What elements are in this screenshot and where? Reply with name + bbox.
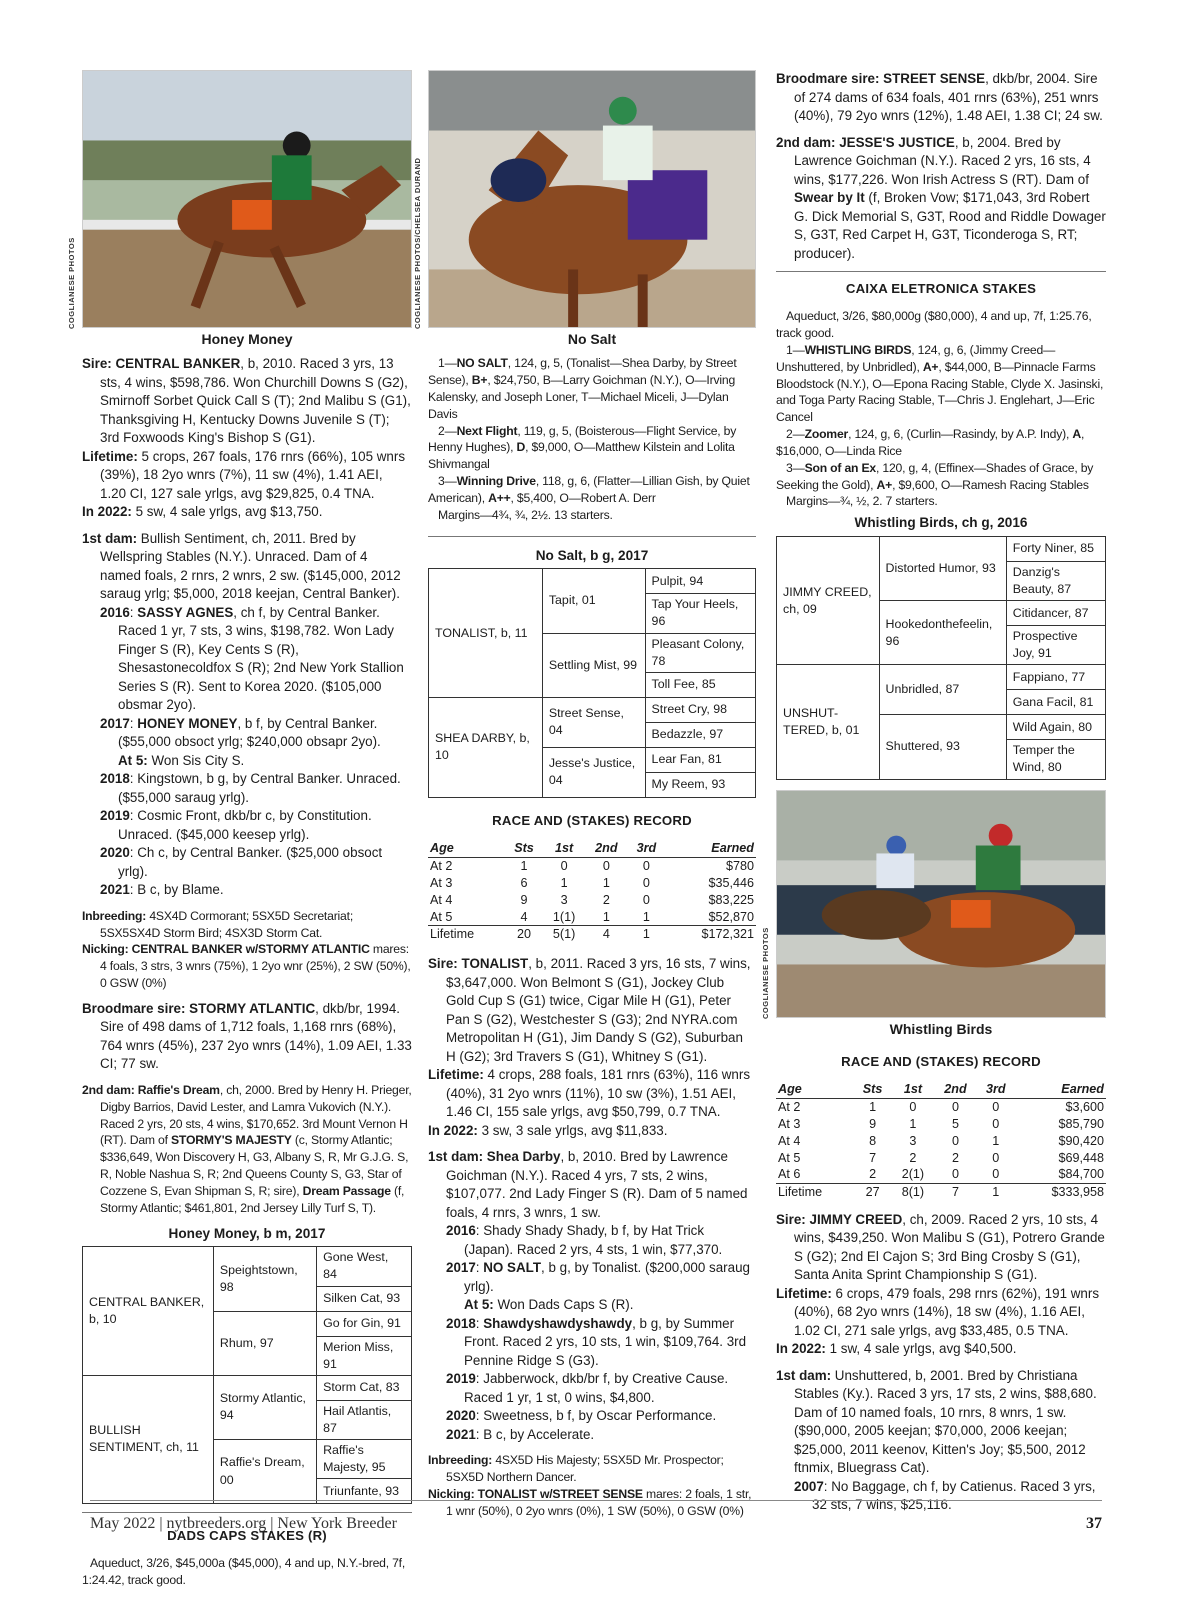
foal-item: 2017: NO SALT, b g, by Tonalist. ($200,000 saraug yrlg). At 5: Won Dads Caps S (R). xyxy=(446,1260,750,1313)
table-row: At 2 1 0 0 0 $780 xyxy=(430,859,754,874)
second-dam-paragraph: 2nd dam: JESSE'S JUSTICE, b, 2004. Bred by Lawrence Goichman (N.Y.). Raced 2 yrs, 16 sts, 4 wins, $177,226. Won Irish Actress S (RT). Dam of Swear by It (f, Broken Vow; $171,043, 3rd Robert G. Dick Memorial S, G3T, Rood and Riddle Dowager S, G3T, Red Carpet H, G3T, Ticonderoga S, RT; producer). xyxy=(776,134,1106,261)
photo-caption: No Salt xyxy=(567,331,617,347)
nicking-paragraph: Nicking: TONALIST w/STREET SENSE mares: 2 foals, 1 str, 1 wnr (50%), 0 2yo wnrs (0%), 1 SW (50%), 0 GSW (0%) xyxy=(428,1486,752,1518)
foal-item: 2019: Jabberwock, dkb/br f, by Creative Cause. Raced 1 yr, 1 st, 0 wins, $4,800. xyxy=(446,1371,729,1405)
pedigree-sire: CENTRAL BANKER, b, 10 xyxy=(83,1247,214,1375)
table-row: At 3 6 1 1 0 $35,446 xyxy=(430,876,754,891)
racehorse-photo-image xyxy=(777,791,1105,1017)
foal-item: 2019: Cosmic Front, dkb/br c, by Constitution. Unraced. ($45,000 keesep yrlg). xyxy=(100,808,372,842)
table-row-total: Lifetime 27 8(1) 7 1 $333,958 xyxy=(778,1185,1104,1200)
foal-list xyxy=(82,604,412,900)
foal-list xyxy=(776,1478,1106,1515)
broodmare-sire-paragraph: Broodmare sire: STORMY ATLANTIC, dkb/br, 1994. Sire of 498 dams of 1,712 foals, 1,168 rnrs (68%), 764 wnrs (45%), 237 2yo wnrs (14%), 1.09 AEI, 1.33 CI; 77 sw. xyxy=(82,1000,412,1072)
column-2 xyxy=(413,70,756,1519)
photo-caption: Whistling Birds xyxy=(889,1020,993,1037)
foal-item: 2021: B c, by Blame. xyxy=(100,882,224,898)
whistling-birds-photo xyxy=(761,790,1106,1019)
table-row: At 5 7 2 2 0 $69,448 xyxy=(778,1150,1104,1165)
margins: Margins—4¾, ¾, 2½. 13 starters. xyxy=(438,507,613,522)
pedigree-table: TONALIST, b, 11 Tapit, 01 Pulpit, 94 Tap Your Heels, 96 Settling Mist, 99 Pleasant Colony, 78 Toll Fee, 85 SHEA DARBY, b, 10 Street Sense, 04 Street Cry, 98 Bedazzle, 97 Jesse's Justice, 04 Lear Fan, 81 My Reem, 93 xyxy=(428,568,756,797)
result-line: 3—Winning Drive, 118, g, 6, (Flatter—Lillian Gish, by Quiet American), A++, $5,400, O—Robert A. Derr xyxy=(428,474,750,505)
in-2022-paragraph: In 2022: 1 sw, 4 sale yrlgs, avg $40,500. xyxy=(776,1341,1017,1357)
foal-item: 2017: HONEY MONEY, b f, by Central Banker. ($55,000 obsoct yrlg; $240,000 obsapr 2yo). At 5: Won Sis City S. xyxy=(100,715,381,768)
column-1 xyxy=(67,70,412,1589)
in-2022-paragraph: In 2022: 5 sw, 4 sale yrlgs, avg $13,750. xyxy=(82,504,323,520)
foal-item: 2020: Ch c, by Central Banker. ($25,000 obsoct yrlg). xyxy=(100,845,383,879)
lifetime-paragraph: Lifetime: 6 crops, 479 foals, 298 rnrs (62%), 191 wnrs (40%), 68 2yo wnrs (14%), 18 sw (4%), 1.16 AEI, 1.02 CI, 271 sale yrlgs, avg $33,485, 0.5 TNA. xyxy=(776,1285,1100,1338)
pedigree-dam: UNSHUT- TERED, b, 01 xyxy=(777,665,880,779)
race-results xyxy=(428,355,756,523)
result-line: 2—Zoomer, 124, g, 6, (Curlin—Rasindy, by A.P. Indy), A, $16,000, O—Linda Rice xyxy=(776,427,1085,458)
pedigree-dam: BULLISH SENTIMENT, ch, 11 xyxy=(83,1375,214,1503)
inbreeding-paragraph: Inbreeding: 4SX5D His Majesty; 5SX5D Mr. Prospector; 5SX5D Northern Dancer. xyxy=(428,1453,724,1484)
first-dam-paragraph: 1st dam: Bullish Sentiment, ch, 2011. Bred by Wellspring Stables (N.Y.). Unraced. Dam of 4 named foals, 2 rnrs, 2 wnrs, 2 sw. ($145,000, 2012 saraug yrlg; $5,000, 2018 keejan, Central Banker). xyxy=(82,530,401,602)
footer-divider xyxy=(90,1500,1102,1501)
result-line: 2—Next Flight, 119, g, 5, (Boisterous—Flight Service, by Henny Hughes), D, $9,000, O—Matthew Kilstein and Lolita Shivmangal xyxy=(428,423,737,472)
foal-item: 2021: B c, by Accelerate. xyxy=(446,1426,595,1442)
first-dam-paragraph: 1st dam: Unshuttered, b, 2001. Bred by Christiana Stables (Ky.). Raced 3 yrs, 17 sts, 2 wins, $88,680. Dam of 10 named foals, 10 rnrs, 8 wnrs, 1 sw. ($90,000, 2005 keejan; $70,000, 2006 keejan; $25,000, 2011 keenov, Kitten's Joy; $5,500, 2012 ftnmix, Bluegrass Cat). xyxy=(776,1367,1097,1476)
table-row: At 4 9 3 2 0 $83,225 xyxy=(430,892,754,907)
pedigree-title: Honey Money, b m, 2017 xyxy=(168,1225,326,1241)
stakes-title: CAIXA ELETRONICA STAKES xyxy=(845,281,1037,296)
table-row: At 5 4 1(1) 1 1 $52,870 xyxy=(430,909,754,924)
record-title: RACE AND (STAKES) RECORD xyxy=(841,1053,1041,1069)
table-row: At 3 9 1 5 0 $85,790 xyxy=(778,1117,1104,1132)
record-title: RACE AND (STAKES) RECORD xyxy=(492,812,692,828)
column-3 xyxy=(761,70,1106,1515)
photo-credit: COGLIANESE PHOTOS xyxy=(761,926,770,1019)
foal-item: 2020: Sweetness, b f, by Oscar Performance. xyxy=(446,1408,717,1424)
margins: Margins—¾, ½, 2. 7 starters. xyxy=(786,494,938,509)
table-row: At 6 2 2(1) 0 0 $84,700 xyxy=(778,1167,1104,1182)
nicking-paragraph: Nicking: CENTRAL BANKER w/STORMY ATLANTIC mares: 4 foals, 3 strs, 3 wnrs (75%), 1 2yo wnr (25%), 2 SW (50%), 0 GSW (0%) xyxy=(82,942,411,991)
pedigree-dam: SHEA DARBY, b, 10 xyxy=(429,697,543,797)
in-2022-paragraph: In 2022: 3 sw, 3 sale yrlgs, avg $11,833. xyxy=(428,1122,668,1138)
second-dam-paragraph: 2nd dam: Raffie's Dream, ch, 2000. Bred by Henry H. Prieger, Digby Barrios, David Lester, and Lamra Vukovich (N.Y.). Raced 2 yrs, 20 sts, 4 wins, $170,652. 3rd Mount Vernon H (RT). Dam of STORMY'S MAJESTY (c, Stormy Atlantic; $336,649, Won Discovery H, G3, Albany S, R, Mr G.J.G. S, R, Noble Nashua S, R; 2nd Queens County S, G3, Star of Cozzene S, Evan Shipman S, R; sire), Dream Passage (f, Stormy Atlantic; $461,801, 2nd Jersey Lilly Turf S, T). xyxy=(82,1082,412,1215)
stakes-title: DADS CAPS STAKES (R) xyxy=(167,1528,327,1544)
photo-credit: COGLIANESE PHOTOS/CHELSEA DURAND xyxy=(413,157,422,329)
racehorse-photo-image xyxy=(83,71,411,327)
pedigree-sire: JIMMY CREED, ch, 09 xyxy=(777,536,880,664)
broodmare-sire-paragraph: Broodmare sire: STREET SENSE, dkb/br, 2004. Sire of 274 dams of 634 foals, 401 rnrs (63%), 251 wnrs (40%), 79 2yo wnrs (12%), 1.48 AEI, 1.38 CI; 24 sw. xyxy=(776,71,1103,123)
foal-item: 2018: Kingstown, b g, by Central Banker. Unraced. ($55,000 saraug yrlg). xyxy=(100,771,401,805)
table-row: At 4 8 3 0 1 $90,420 xyxy=(778,1133,1104,1148)
table-row-total: Lifetime 20 5(1) 4 1 $172,321 xyxy=(430,927,754,942)
foal-item: 2018: Shawdyshawdyshawdy, b g, by Summer Front. Raced 2 yrs, 10 sts, 1 win, $109,764. 3rd Pennine Ridge S (G3). xyxy=(446,1315,747,1368)
stakes-description: Aqueduct, 3/26, $45,000a ($45,000), 4 and up, N.Y.-bred, 7f, 1:24.42, track good. xyxy=(82,1556,406,1588)
footer-publication: May 2022 | nytbreeders.org | New York Breeder xyxy=(90,1515,397,1532)
sire-paragraph: Sire: TONALIST, b, 2011. Raced 3 yrs, 16 sts, 7 wins, $3,647,000. Won Belmont S (G1), Jockey Club Gold Cup S (G1) twice, Cigar Mile H (G1), Peter Pan S (G2), Westchester S (G3); 2nd NYRA.com Metropolitan H (G1), Jim Dandy S (G2), Suburban H (G2); 3rd Travers S (G1), Whitney S (G1). xyxy=(428,956,751,1064)
race-record-table: Age Sts 1st 2nd 3rd Earned At 2 1 0 0 0 $780 At 3 6 1 1 0 $35,446 At 4 9 3 2 0 $83,225 At 5 4 1(1) 1 1 $52,870 Lifetime 20 5(1) 4 1 $172,321 xyxy=(430,841,754,942)
foal-item: 2016: Shady Shady Shady, b f, by Hat Trick (Japan). Raced 2 yrs, 4 sts, 1 win, $77,370. xyxy=(446,1223,723,1257)
pedigree-title: No Salt, b g, 2017 xyxy=(535,547,649,563)
pedigree-table: JIMMY CREED, ch, 09 Distorted Humor, 93 Forty Niner, 85 Danzig's Beauty, 87 Hookedonthefeelin, 96 Citidancer, 87 Prospective Joy, 91 UNSHUT- TERED, b, 01 Unbridled, 87 Fappiano, 77 Gana Facil, 81 Shuttered, 93 Wild Again, 80 Temper the Wind, 80 xyxy=(776,536,1106,780)
racehorse-photo-image xyxy=(429,71,755,327)
result-line: 1—WHISTLING BIRDS, 124, g, 6, (Jimmy Creed—Unshuttered, by Unbridled), A+, $44,000, B—Pinnacle Farms Bloodstock (N.Y.), O—Epona Racing Stable, Clyde X. Jasinski, and Toga Party Racing Stable, T—Chris J. Englehart, J—Eric Cancel xyxy=(776,342,1104,425)
first-dam-paragraph: 1st dam: Shea Darby, b, 2010. Bred by Lawrence Goichman (N.Y.). Raced 4 yrs, 7 sts, 2 wins, $107,077. 2nd Lady Finger S (R). Dam of 5 named foals, 4 rnrs, 3 wnrs, 1 sw. xyxy=(428,1149,748,1220)
foal-item: 2016: SASSY AGNES, ch f, by Central Banker. Raced 1 yr, 7 sts, 3 wins, $198,782. Won Lady Finger S (R), Key Cents S (R), Shesastonecoldfox S (R); 2nd New York Stallion Series S (R). Sent to Korea 2020. ($105,000 obsmar 2yo). xyxy=(100,604,404,713)
page-number: 37 xyxy=(1086,1515,1102,1532)
no-salt-photo xyxy=(413,70,756,329)
stakes-description: Aqueduct, 3/26, $80,000g ($80,000), 4 and up, 7f, 1:25.76, track good. xyxy=(776,309,1092,341)
honey-money-photo xyxy=(67,70,412,329)
inbreeding-paragraph: Inbreeding: 4SX4D Cormorant; 5SX5D Secretariat; 5SX5SX4D Storm Bird; 4SX3D Storm Cat. xyxy=(82,908,354,940)
result-line: 3—Son of an Ex, 120, g, 4, (Effinex—Shades of Grace, by Seeking the Gold), A+, $9,600, O—Ramesh Racing Stables xyxy=(776,460,1094,492)
foal-list xyxy=(428,1222,756,1444)
sire-paragraph: Sire: JIMMY CREED, ch, 2009. Raced 2 yrs, 10 sts, 4 wins, $439,250. Won Malibu S (G1), Potrero Grande S (G2); 2nd El Cajon S; 3rd Bing Crosby S (G1), Santa Anita Sprint Championship S (G1). xyxy=(776,1211,1105,1283)
sire-paragraph: Sire: CENTRAL BANKER, b, 2010. Raced 3 yrs, 13 sts, 4 wins, $598,786. Won Churchill Downs S (G2), Smirnoff Sorbet Quick Call S (T); 2nd Malibu S (G1), Thanksgiving H, Kentucky Downs Juvenile S (T); 3rd Foxwoods King's Bishop S (G1). xyxy=(82,356,411,446)
lifetime-paragraph: Lifetime: 5 crops, 267 foals, 176 rnrs (66%), 105 wnrs (39%), 18 2yo wnrs (7%), 11 sw (4%), 1.41 AEI, 1.20 CI, 127 sale yrlgs, avg $29,825, 0.4 TNA. xyxy=(82,448,406,501)
pedigree-table: CENTRAL BANKER, b, 10 Speightstown, 98 Gone West, 84 Silken Cat, 93 Rhum, 97 Go for Gin, 91 Merion Miss, 91 BULLISH SENTIMENT, ch, 11 Stormy Atlantic, 94 Storm Cat, 83 Hail Atlantis, 87 Raffie's Dream, 00 Raffie's Majesty, 95 Triunfante, 93 xyxy=(82,1246,412,1504)
lifetime-paragraph: Lifetime: 4 crops, 288 foals, 181 rnrs (63%), 116 wnrs (40%), 31 2yo wnrs (11%), 10 sw (3%), 1.51 AEI, 1.46 CI, 155 sale yrlgs, avg $50,799, 0.7 TNA. xyxy=(428,1067,751,1120)
race-record-table: Age Sts 1st 2nd 3rd Earned At 2 1 0 0 0 $3,600 At 3 9 1 5 0 $85,790 At 4 8 3 0 1 $90,420 At 5 7 2 2 0 $69,448 At 6 2 2(1) 0 0 $84,700 Lifetime 27 8(1) 7 1 $333,958 xyxy=(778,1082,1104,1200)
race-results xyxy=(776,308,1106,510)
table-row: At 2 1 0 0 0 $3,600 xyxy=(778,1100,1104,1115)
pedigree-title: Whistling Birds, ch g, 2016 xyxy=(854,515,1028,531)
foal-item: 2007: No Baggage, ch f, by Catienus. Raced 3 yrs, 32 sts, 7 wins, $25,116. xyxy=(794,1478,1096,1513)
photo-credit: COGLIANESE PHOTOS xyxy=(67,237,76,329)
result-line: 1—NO SALT, 124, g, 5, (Tonalist—Shea Darby, by Street Sense), B+, $24,750, B—Larry Goichman (N.Y.), O—Irving Kalensky, and Joseph Loner, T—Michael Miceli, J—Dylan Davis xyxy=(428,356,737,421)
pedigree-sire: TONALIST, b, 11 xyxy=(429,569,543,697)
photo-caption: Honey Money xyxy=(201,331,293,347)
